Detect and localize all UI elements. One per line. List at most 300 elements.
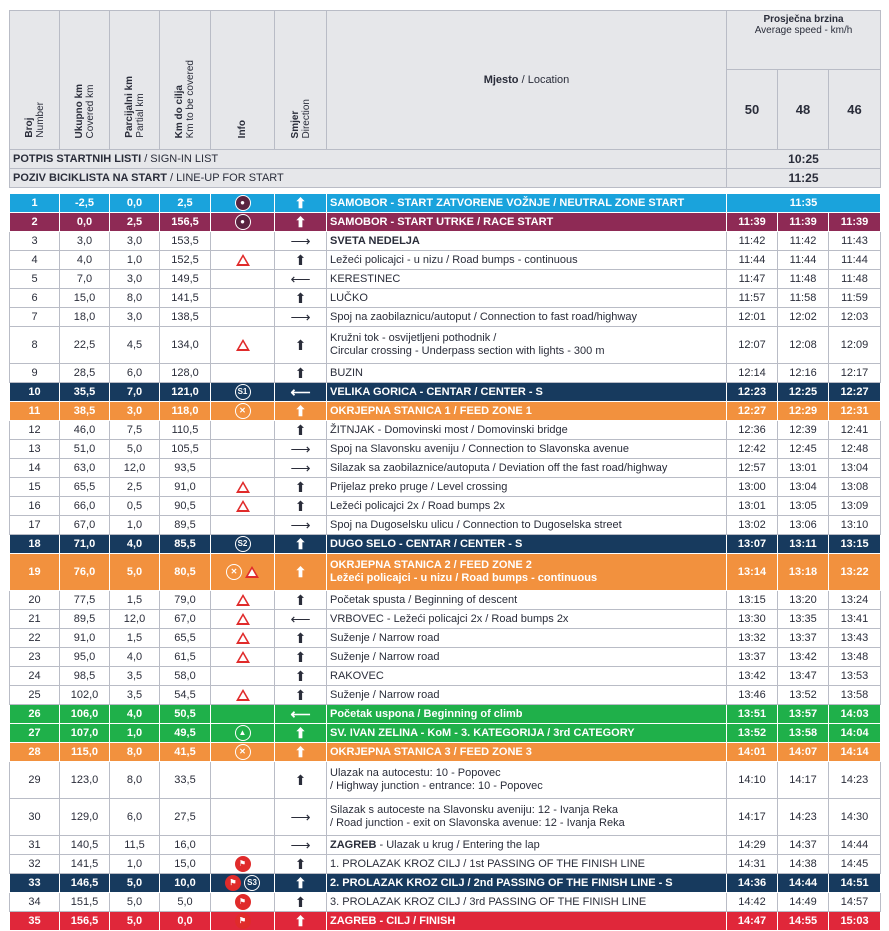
row-remaining-km: 27,5 bbox=[160, 799, 211, 836]
row-direction bbox=[275, 686, 327, 705]
table-row bbox=[10, 705, 881, 724]
row-partial-km: 3,0 bbox=[110, 402, 160, 421]
row-partial-km: 1,0 bbox=[110, 516, 160, 535]
speed-50: 50 bbox=[727, 69, 778, 149]
row-number: 32 bbox=[10, 855, 60, 874]
row-time: 12:14 bbox=[727, 364, 778, 383]
row-info bbox=[211, 516, 275, 535]
row-covered-km: 95,0 bbox=[60, 648, 110, 667]
row-partial-km: 4,0 bbox=[110, 705, 160, 724]
row-number: 28 bbox=[10, 743, 60, 762]
row-covered-km: 140,5 bbox=[60, 836, 110, 855]
row-direction bbox=[275, 478, 327, 497]
row-number: 29 bbox=[10, 762, 60, 799]
row-time: 11:58 bbox=[778, 289, 829, 308]
row-direction bbox=[275, 194, 327, 213]
row-info bbox=[211, 364, 275, 383]
row-time: 13:35 bbox=[778, 610, 829, 629]
arrow-up-icon: ⬆ bbox=[294, 336, 307, 353]
feed-bump-icon: ✕ bbox=[226, 566, 259, 578]
lineup-time: 11:25 bbox=[727, 169, 881, 188]
arrow-right-icon: ⟶ bbox=[290, 459, 311, 476]
row-location: VELIKA GORICA - CENTAR / CENTER - S bbox=[327, 383, 727, 402]
table-row bbox=[10, 836, 881, 855]
row-location: BUZIN bbox=[327, 364, 727, 383]
row-info bbox=[211, 535, 275, 554]
row-remaining-km: 80,5 bbox=[160, 554, 211, 591]
row-direction bbox=[275, 516, 327, 535]
row-time: 14:44 bbox=[829, 836, 881, 855]
row-partial-km: 2,5 bbox=[110, 213, 160, 232]
row-time: 14:10 bbox=[727, 762, 778, 799]
table-row bbox=[10, 421, 881, 440]
table-row bbox=[10, 402, 881, 421]
row-time: 14:38 bbox=[778, 855, 829, 874]
row-partial-km: 3,0 bbox=[110, 308, 160, 327]
row-time: 11:44 bbox=[778, 251, 829, 270]
row-time: 14:47 bbox=[727, 912, 778, 931]
table-row bbox=[10, 855, 881, 874]
row-time: 11:48 bbox=[778, 270, 829, 289]
row-time: 11:47 bbox=[727, 270, 778, 289]
row-info bbox=[211, 554, 275, 591]
row-time: 13:46 bbox=[727, 686, 778, 705]
row-time: 14:23 bbox=[829, 762, 881, 799]
row-location: LUČKO bbox=[327, 289, 727, 308]
row-time: 13:37 bbox=[727, 648, 778, 667]
row-info bbox=[211, 478, 275, 497]
row-info bbox=[211, 383, 275, 402]
row-time: 13:04 bbox=[778, 478, 829, 497]
bump-icon bbox=[236, 339, 250, 351]
arrow-right-icon: ⟶ bbox=[290, 516, 311, 533]
table-row bbox=[10, 232, 881, 251]
row-info bbox=[211, 667, 275, 686]
table-row bbox=[10, 459, 881, 478]
row-location: Suženje / Narrow road bbox=[327, 686, 727, 705]
row-info bbox=[211, 194, 275, 213]
row-info bbox=[211, 440, 275, 459]
row-number: 12 bbox=[10, 421, 60, 440]
row-time: 15:03 bbox=[829, 912, 881, 931]
row-remaining-km: 10,0 bbox=[160, 874, 211, 893]
row-time: 13:53 bbox=[829, 667, 881, 686]
row-time: 12:27 bbox=[829, 383, 881, 402]
row-remaining-km: 15,0 bbox=[160, 855, 211, 874]
row-remaining-km: 93,5 bbox=[160, 459, 211, 478]
row-location: 3. PROLAZAK KROZ CILJ / 3rd PASSING OF THE FINISH LINE bbox=[327, 893, 727, 912]
row-number: 27 bbox=[10, 724, 60, 743]
row-covered-km: 146,5 bbox=[60, 874, 110, 893]
signin-row: POTPIS STARTNIH LISTI / SIGN-IN LIST 10:25 bbox=[10, 150, 881, 169]
row-time: 14:29 bbox=[727, 836, 778, 855]
row-time: 13:18 bbox=[778, 554, 829, 591]
row-number: 9 bbox=[10, 364, 60, 383]
row-time: 13:09 bbox=[829, 497, 881, 516]
row-direction bbox=[275, 232, 327, 251]
row-info bbox=[211, 743, 275, 762]
table-row bbox=[10, 308, 881, 327]
arrow-up-icon: ⬆ bbox=[294, 535, 307, 552]
row-remaining-km: 128,0 bbox=[160, 364, 211, 383]
row-direction bbox=[275, 535, 327, 554]
row-info bbox=[211, 686, 275, 705]
row-time: 13:22 bbox=[829, 554, 881, 591]
row-time: 12:27 bbox=[727, 402, 778, 421]
bump-icon bbox=[236, 613, 250, 625]
row-time: 13:04 bbox=[829, 459, 881, 478]
row-info bbox=[211, 855, 275, 874]
row-location: VRBOVEC - Ležeći policajci 2x / Road bumps 2x bbox=[327, 610, 727, 629]
row-time: 13:01 bbox=[778, 459, 829, 478]
row-time: 13:41 bbox=[829, 610, 881, 629]
row-number: 1 bbox=[10, 194, 60, 213]
row-partial-km: 4,0 bbox=[110, 648, 160, 667]
header-remaining-km: Km do cilja Km to be covered bbox=[160, 11, 211, 150]
row-number: 18 bbox=[10, 535, 60, 554]
row-covered-km: 46,0 bbox=[60, 421, 110, 440]
row-covered-km: 77,5 bbox=[60, 591, 110, 610]
table-row bbox=[10, 194, 881, 213]
row-direction bbox=[275, 610, 327, 629]
row-remaining-km: 149,5 bbox=[160, 270, 211, 289]
row-time: 13:24 bbox=[829, 591, 881, 610]
row-info bbox=[211, 629, 275, 648]
row-time: 14:45 bbox=[829, 855, 881, 874]
row-time: 14:01 bbox=[727, 743, 778, 762]
table-row bbox=[10, 610, 881, 629]
row-location: Spoj na zaobilaznicu/autoput / Connection to fast road/highway bbox=[327, 308, 727, 327]
row-direction bbox=[275, 629, 327, 648]
row-time: 13:42 bbox=[778, 648, 829, 667]
arrow-up-icon: ⬆ bbox=[294, 364, 307, 381]
row-covered-km: 91,0 bbox=[60, 629, 110, 648]
row-covered-km: 51,0 bbox=[60, 440, 110, 459]
row-number: 10 bbox=[10, 383, 60, 402]
speed-48: 48 bbox=[778, 69, 829, 149]
row-remaining-km: 153,5 bbox=[160, 232, 211, 251]
row-remaining-km: 54,5 bbox=[160, 686, 211, 705]
bump-icon bbox=[236, 594, 250, 606]
row-remaining-km: 16,0 bbox=[160, 836, 211, 855]
race-timetable bbox=[9, 10, 880, 931]
table-row bbox=[10, 478, 881, 497]
row-partial-km: 5,0 bbox=[110, 554, 160, 591]
row-location: Suženje / Narrow road bbox=[327, 629, 727, 648]
row-time: 11:35 bbox=[727, 194, 881, 213]
row-partial-km: 8,0 bbox=[110, 289, 160, 308]
table-row bbox=[10, 497, 881, 516]
row-time: 12:02 bbox=[778, 308, 829, 327]
row-partial-km: 6,0 bbox=[110, 364, 160, 383]
row-time: 12:07 bbox=[727, 327, 778, 364]
row-remaining-km: 91,0 bbox=[160, 478, 211, 497]
row-partial-km: 3,5 bbox=[110, 686, 160, 705]
row-time: 13:02 bbox=[727, 516, 778, 535]
arrow-up-icon: ⬆ bbox=[294, 194, 307, 211]
row-remaining-km: 89,5 bbox=[160, 516, 211, 535]
table-row bbox=[10, 893, 881, 912]
row-time: 14:04 bbox=[829, 724, 881, 743]
row-time: 14:42 bbox=[727, 893, 778, 912]
table-row bbox=[10, 648, 881, 667]
row-remaining-km: 49,5 bbox=[160, 724, 211, 743]
header-direction: Smjer Direction bbox=[275, 11, 327, 150]
row-covered-km: 65,5 bbox=[60, 478, 110, 497]
row-remaining-km: 2,5 bbox=[160, 194, 211, 213]
arrow-up-icon: ⬆ bbox=[294, 478, 307, 495]
row-time: 12:09 bbox=[829, 327, 881, 364]
row-time: 13:15 bbox=[829, 535, 881, 554]
row-location: KERESTINEC bbox=[327, 270, 727, 289]
row-direction bbox=[275, 497, 327, 516]
table-row bbox=[10, 383, 881, 402]
arrow-up-icon: ⬆ bbox=[294, 743, 307, 760]
row-direction bbox=[275, 308, 327, 327]
row-time: 14:36 bbox=[727, 874, 778, 893]
row-time: 13:10 bbox=[829, 516, 881, 535]
table-row bbox=[10, 440, 881, 459]
row-info bbox=[211, 213, 275, 232]
row-remaining-km: 152,5 bbox=[160, 251, 211, 270]
row-info bbox=[211, 232, 275, 251]
table-row bbox=[10, 554, 881, 591]
feed-icon: ✕ bbox=[235, 746, 251, 758]
kom-icon: ▲ bbox=[235, 727, 251, 739]
row-direction bbox=[275, 383, 327, 402]
row-time: 13:14 bbox=[727, 554, 778, 591]
row-partial-km: 1,5 bbox=[110, 591, 160, 610]
row-location: SVETA NEDELJA bbox=[327, 232, 727, 251]
row-info bbox=[211, 893, 275, 912]
row-time: 14:30 bbox=[829, 799, 881, 836]
row-covered-km: 4,0 bbox=[60, 251, 110, 270]
header-average-speed: Prosječna brzina Average speed - km/h bbox=[727, 11, 881, 70]
bump-icon bbox=[236, 689, 250, 701]
row-time: 14:55 bbox=[778, 912, 829, 931]
row-covered-km: 107,0 bbox=[60, 724, 110, 743]
race-start-icon: ● bbox=[235, 216, 251, 228]
arrow-up-icon: ⬆ bbox=[294, 912, 307, 929]
row-number: 7 bbox=[10, 308, 60, 327]
row-info bbox=[211, 762, 275, 799]
row-covered-km: 141,5 bbox=[60, 855, 110, 874]
arrow-left-icon: ⟵ bbox=[290, 610, 311, 627]
table-row bbox=[10, 912, 881, 931]
table-row bbox=[10, 667, 881, 686]
finish-icon: ⚑ bbox=[235, 896, 251, 908]
row-time: 12:01 bbox=[727, 308, 778, 327]
row-number: 5 bbox=[10, 270, 60, 289]
row-time: 11:43 bbox=[829, 232, 881, 251]
table-row bbox=[10, 799, 881, 836]
row-location: DUGO SELO - CENTAR / CENTER - S bbox=[327, 535, 727, 554]
row-number: 33 bbox=[10, 874, 60, 893]
row-time: 13:37 bbox=[778, 629, 829, 648]
row-direction bbox=[275, 213, 327, 232]
row-time: 13:06 bbox=[778, 516, 829, 535]
row-remaining-km: 79,0 bbox=[160, 591, 211, 610]
arrow-right-icon: ⟶ bbox=[290, 808, 311, 825]
row-direction bbox=[275, 402, 327, 421]
row-remaining-km: 41,5 bbox=[160, 743, 211, 762]
row-number: 11 bbox=[10, 402, 60, 421]
row-info bbox=[211, 799, 275, 836]
row-direction bbox=[275, 289, 327, 308]
row-time: 13:52 bbox=[727, 724, 778, 743]
table-row bbox=[10, 327, 881, 364]
table-row bbox=[10, 874, 881, 893]
row-location: SV. IVAN ZELINA - KoM - 3. KATEGORIJA / 3rd CATEGORY bbox=[327, 724, 727, 743]
signin-time: 10:25 bbox=[727, 150, 881, 169]
row-location: RAKOVEC bbox=[327, 667, 727, 686]
arrow-up-icon: ⬆ bbox=[294, 402, 307, 419]
row-time: 13:52 bbox=[778, 686, 829, 705]
row-location: SAMOBOR - START UTRKE / RACE START bbox=[327, 213, 727, 232]
row-time: 11:48 bbox=[829, 270, 881, 289]
row-direction bbox=[275, 251, 327, 270]
header-number: Broj Number bbox=[10, 11, 60, 150]
row-info bbox=[211, 459, 275, 478]
row-remaining-km: 121,0 bbox=[160, 383, 211, 402]
bump-icon bbox=[236, 651, 250, 663]
row-time: 13:05 bbox=[778, 497, 829, 516]
arrow-up-icon: ⬆ bbox=[294, 563, 307, 580]
row-direction bbox=[275, 554, 327, 591]
row-covered-km: 76,0 bbox=[60, 554, 110, 591]
row-partial-km: 1,5 bbox=[110, 629, 160, 648]
row-remaining-km: 141,5 bbox=[160, 289, 211, 308]
row-time: 12:42 bbox=[727, 440, 778, 459]
arrow-right-icon: ⟶ bbox=[290, 232, 311, 249]
row-time: 12:48 bbox=[829, 440, 881, 459]
row-direction bbox=[275, 705, 327, 724]
row-info bbox=[211, 591, 275, 610]
table-row bbox=[10, 364, 881, 383]
row-direction bbox=[275, 667, 327, 686]
row-info bbox=[211, 308, 275, 327]
row-partial-km: 0,5 bbox=[110, 497, 160, 516]
arrow-up-icon: ⬆ bbox=[294, 686, 307, 703]
arrow-up-icon: ⬆ bbox=[294, 724, 307, 741]
arrow-right-icon: ⟶ bbox=[290, 308, 311, 325]
row-number: 22 bbox=[10, 629, 60, 648]
row-partial-km: 5,0 bbox=[110, 440, 160, 459]
row-time: 12:57 bbox=[727, 459, 778, 478]
row-location: ŽITNJAK - Domovinski most / Domovinski bridge bbox=[327, 421, 727, 440]
row-partial-km: 8,0 bbox=[110, 762, 160, 799]
arrow-up-icon: ⬆ bbox=[294, 771, 307, 788]
row-location: Silazak sa zaobilaznice/autoputa / Deviation off the fast road/highway bbox=[327, 459, 727, 478]
arrow-up-icon: ⬆ bbox=[294, 591, 307, 608]
row-remaining-km: 65,5 bbox=[160, 629, 211, 648]
row-time: 14:17 bbox=[727, 799, 778, 836]
row-time: 14:17 bbox=[778, 762, 829, 799]
arrow-left-icon: ⟵ bbox=[290, 383, 311, 400]
row-info bbox=[211, 648, 275, 667]
row-time: 13:07 bbox=[727, 535, 778, 554]
row-location: Ležeći policajci - u nizu / Road bumps - continuous bbox=[327, 251, 727, 270]
row-covered-km: 102,0 bbox=[60, 686, 110, 705]
row-info bbox=[211, 705, 275, 724]
table-row bbox=[10, 743, 881, 762]
row-time: 14:03 bbox=[829, 705, 881, 724]
row-number: 34 bbox=[10, 893, 60, 912]
row-time: 13:00 bbox=[727, 478, 778, 497]
row-time: 13:15 bbox=[727, 591, 778, 610]
table-row bbox=[10, 724, 881, 743]
row-info bbox=[211, 724, 275, 743]
arrow-left-icon: ⟵ bbox=[290, 270, 311, 287]
arrow-up-icon: ⬆ bbox=[294, 629, 307, 646]
row-partial-km: 3,0 bbox=[110, 270, 160, 289]
row-covered-km: 28,5 bbox=[60, 364, 110, 383]
row-time: 12:25 bbox=[778, 383, 829, 402]
row-number: 17 bbox=[10, 516, 60, 535]
row-location: 1. PROLAZAK KROZ CILJ / 1st PASSING OF THE FINISH LINE bbox=[327, 855, 727, 874]
row-covered-km: -2,5 bbox=[60, 194, 110, 213]
row-remaining-km: 110,5 bbox=[160, 421, 211, 440]
row-location: Ležeći policajci 2x / Road bumps 2x bbox=[327, 497, 727, 516]
row-info bbox=[211, 610, 275, 629]
row-location: Silazak s autoceste na Slavonsku aveniju: 12 - Ivanja Reka / Road junction - exit on Slavonska avenue: 12 - Ivanja Reka bbox=[327, 799, 727, 836]
row-time: 13:08 bbox=[829, 478, 881, 497]
row-number: 21 bbox=[10, 610, 60, 629]
row-remaining-km: 90,5 bbox=[160, 497, 211, 516]
row-partial-km: 0,0 bbox=[110, 194, 160, 213]
row-info bbox=[211, 912, 275, 931]
row-location: Suženje / Narrow road bbox=[327, 648, 727, 667]
row-direction bbox=[275, 724, 327, 743]
row-number: 24 bbox=[10, 667, 60, 686]
row-location: OKRJEPNA STANICA 2 / FEED ZONE 2 Ležeći policajci - u nizu / Road bumps - continuous bbox=[327, 554, 727, 591]
speed-46: 46 bbox=[829, 69, 881, 149]
row-partial-km: 2,5 bbox=[110, 478, 160, 497]
row-time: 14:07 bbox=[778, 743, 829, 762]
row-covered-km: 7,0 bbox=[60, 270, 110, 289]
row-direction bbox=[275, 799, 327, 836]
row-direction bbox=[275, 912, 327, 931]
table-row bbox=[10, 591, 881, 610]
table-row bbox=[10, 762, 881, 799]
row-time: 14:57 bbox=[829, 893, 881, 912]
row-time: 12:16 bbox=[778, 364, 829, 383]
finish-s3-icon: ⚑ S3 bbox=[225, 877, 260, 889]
row-covered-km: 156,5 bbox=[60, 912, 110, 931]
row-number: 4 bbox=[10, 251, 60, 270]
row-remaining-km: 138,5 bbox=[160, 308, 211, 327]
row-direction bbox=[275, 836, 327, 855]
row-number: 35 bbox=[10, 912, 60, 931]
sprint-s2-icon: S2 bbox=[235, 538, 251, 550]
row-direction bbox=[275, 893, 327, 912]
row-partial-km: 5,0 bbox=[110, 912, 160, 931]
row-covered-km: 151,5 bbox=[60, 893, 110, 912]
row-time: 13:48 bbox=[829, 648, 881, 667]
header-location: Mjesto / Location bbox=[327, 11, 727, 150]
row-number: 13 bbox=[10, 440, 60, 459]
row-time: 13:43 bbox=[829, 629, 881, 648]
row-partial-km: 12,0 bbox=[110, 610, 160, 629]
bump-icon bbox=[236, 632, 250, 644]
finish-icon: ⚑ bbox=[235, 858, 251, 870]
row-time: 13:57 bbox=[778, 705, 829, 724]
arrow-right-icon: ⟶ bbox=[290, 836, 311, 853]
table-row bbox=[10, 516, 881, 535]
row-covered-km: 115,0 bbox=[60, 743, 110, 762]
row-remaining-km: 33,5 bbox=[160, 762, 211, 799]
table-row bbox=[10, 629, 881, 648]
